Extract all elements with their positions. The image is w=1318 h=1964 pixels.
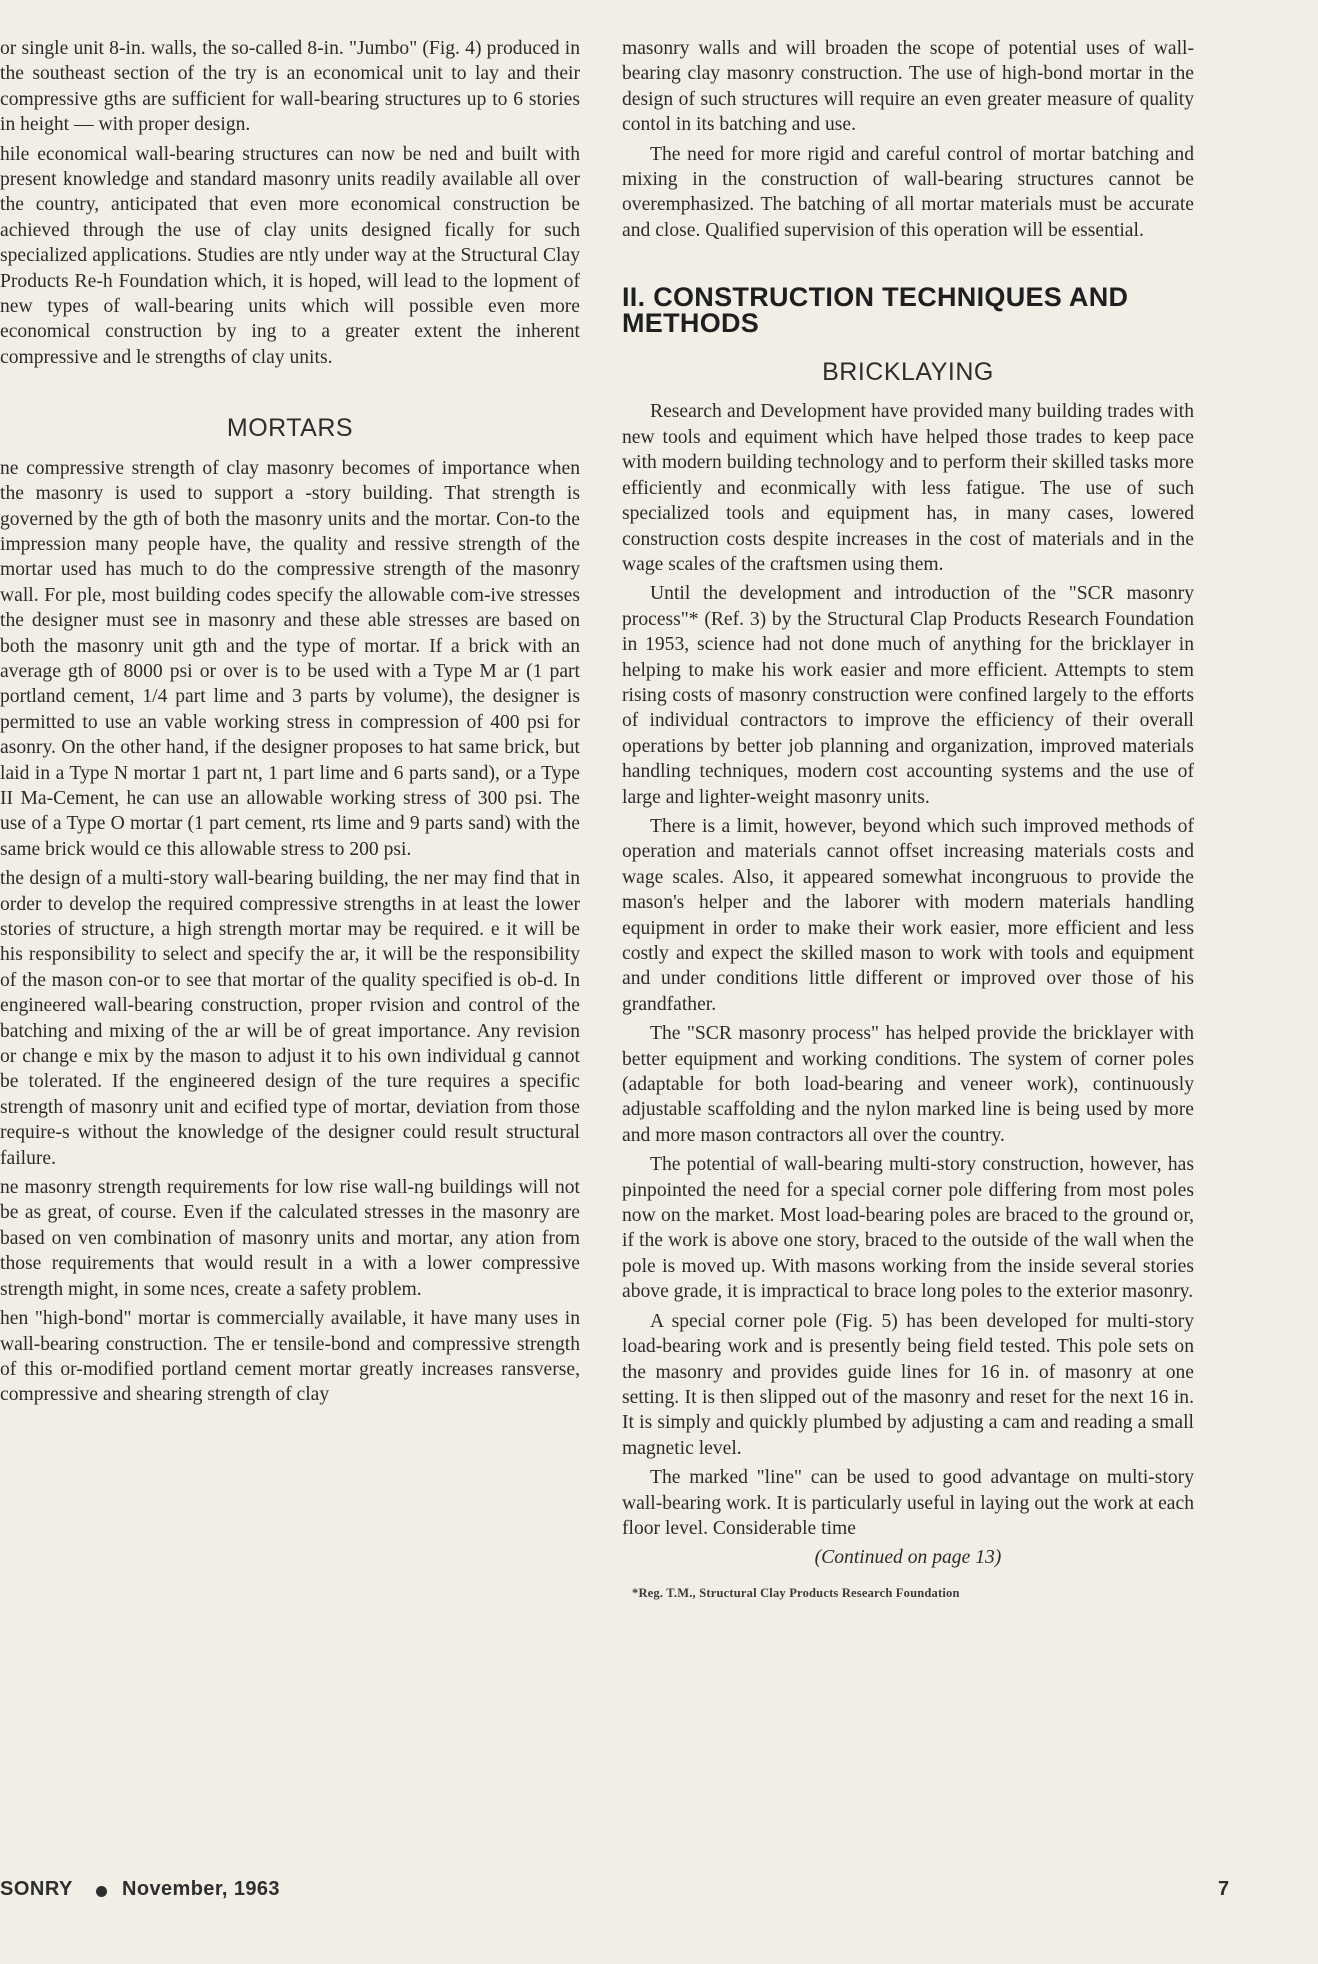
magazine-name: SONRY [0, 1878, 73, 1900]
left-column [0, 0, 580, 1860]
footnote: *Reg. T.M., Structural Clay Products Research Foundation [632, 1585, 960, 1600]
body-paragraph: the design of a multi-story wall-bearing building, the ner may find that in order to develop the required compressive strengths in at least the lower stories of structure, a high strength mortar may be required. e it will be his responsibility to select and specify the ar, it will be the responsibility of the mason con-or to see that mortar of the quality specified is ob-d. In engineered wall-bearing construction, proper rvision and control of the batching and mixing of the ar will be of great importance. Any revision or change e mix by the mason to adjust it to his own individual g cannot be tolerated. If the engineered design of the ture requires a specific strength of masonry unit and ecified type of mortar, deviation from those require-s without the knowledge of the designer could result structural failure. [0, 868, 580, 1169]
body-paragraph: A special corner pole (Fig. 5) has been developed for multi-story load-bearing work and is presently being field tested. This pole sets on the masonry and provides guide lines for 16 in. of masonry at one setting. It is then slipped out of the masonry and reset for the next 16 in. It is simply and quickly plumbed by adjusting a cam and reading a small magnetic level. [622, 1310, 1194, 1459]
issue-date: November, 1963 [122, 1878, 280, 1900]
body-paragraph: or single unit 8-in. walls, the so-called 8-in. "Jumbo" (Fig. 4) produced in the southeast section of the try is an economical unit to lay and their compressive gths are sufficient for wall-bearing structures up to 6 stories in height — with proper design. [0, 38, 580, 136]
body-paragraph: The need for more rigid and careful control of mortar batching and mixing in the construction of wall-bearing structures cannot be overemphasized. The batching of all mortar materials must be accurate and close. Qualified supervision of this operation will be essential. [622, 143, 1194, 241]
right-column [622, 0, 1194, 1860]
body-paragraph: The marked "line" can be used to good advantage on multi-story wall-bearing work. It is particularly useful in laying out the work at each floor level. Considerable time [622, 1467, 1194, 1539]
body-paragraph: There is a limit, however, beyond which such improved methods of operation and materials cannot offset increasing materials costs and wage scales. Also, it appeared somewhat incongruous to provide the mason's helper and the laborer with modern materials handling equipment in order to make their work easier, more efficient and less costly and expect the skilled mason to work with tools and equipment and under conditions little different or improved over those of his grandfather. [622, 815, 1194, 1015]
body-paragraph: hile economical wall-bearing structures can now be ned and built with present knowledge and standard masonry units readily available all over the country, anticipated that even more economical construction be achieved through the use of clay units designed fically for such specialized applications. Studies are ntly under way at the Structural Clay Products Re-h Foundation which, it is hoped, will lead to the lopment of new types of wall-bearing units which will possible even more economical construction by ing to a greater extent the inherent compressive and le strengths of clay units. [0, 143, 580, 368]
body-paragraph: Until the development and introduction of the "SCR masonry process"* (Ref. 3) by the Structural Clap Products Research Foundation in 1953, science had not done much of anything for the bricklayer in helping to make his work easier and more efficient. Attempts to stem rising costs of masonry construction were confined largely to the efforts of individual contractors to improve the efficiency of their overall operations by better job planning and organization, improved materials handling techniques, modern cost accounting systems and the use of large and lighter-weight masonry units. [622, 583, 1194, 808]
section-title: II. CONSTRUCTION TECHNIQUES AND METHODS [622, 282, 1129, 338]
page-number: 7 [1218, 1878, 1230, 1900]
continued-note: (Continued on page 13) [814, 1547, 1002, 1569]
bricklaying-heading: BRICKLAYING [822, 358, 994, 387]
body-paragraph: ne compressive strength of clay masonry becomes of importance when the masonry is used to support a -story building. That strength is governed by the gth of both the masonry units and the mortar. Con-to the impression many people have, the quality and ressive strength of the mortar used has much to do the compressive strength of the masonry wall. For ple, most building codes specify the allowable com-ive stresses the designer must see in masonry and these able stresses are based on both the masonry unit gth and the type of mortar. If a brick with an average gth of 8000 psi or over is to be used with a Type M ar (1 part portland cement, 1/4 part lime and 3 parts by volume), the designer is permitted to use an vable working stress in compression of 400 psi for asonry. On the other hand, if the designer proposes to hat same brick, but laid in a Type N mortar 1 part nt, 1 part lime and 6 parts sand), or a Type II Ma-Cement, he can use an allowable working stress of 300 psi. The use of a Type O mortar (1 part cement, rts lime and 9 parts sand) with the same brick would ce this allowable stress to 200 psi. [0, 457, 580, 860]
body-paragraph: hen "high-bond" mortar is commercially available, it have many uses in wall-bearing construction. The er tensile-bond and compressive strength of this or-modified portland cement mortar greatly increases ransverse, compressive and shearing strength of clay [0, 1308, 580, 1406]
body-paragraph: The potential of wall-bearing multi-story construction, however, has pinpointed the need for a special corner pole differing from most poles now on the market. Most load-bearing poles are braced to the ground or, if the work is above one story, braced to the outside of the wall when the pole is moved up. With masons working from the inside several stories above grade, it is impractical to brace long poles to the exterior masonry. [622, 1154, 1194, 1303]
mortars-heading: MORTARS [226, 414, 354, 443]
body-paragraph: ne masonry strength requirements for low rise wall-ng buildings will not be as great, of course. Even if the calculated stresses in the masonry are based on ven combination of masonry units and mortar, any ation from those requirements that would result in a with a lower compressive strength might, in some nces, create a safety problem. [0, 1177, 580, 1300]
body-paragraph: Research and Development have provided many building trades with new tools and equiment which have helped those trades to keep pace with modern building technology and to perform their skilled tasks more efficiently and econmically with less fatigue. The use of such specialized tools and equipment has, in many cases, lowered construction costs despite increases in the cost of materials and in the wage scales of the craftsmen using them. [622, 401, 1194, 575]
body-paragraph: masonry walls and will broaden the scope of potential uses of wall-bearing clay masonry construction. The use of high-bond mortar in the design of such structures will require an even greater measure of quality contol in its batching and use. [622, 38, 1194, 136]
page-footer [0, 1878, 1240, 1912]
bullet-icon [96, 1886, 107, 1897]
body-paragraph: The "SCR masonry process" has helped provide the bricklayer with better equipment and working conditions. The system of corner poles (adaptable for both load-bearing and veneer work), continuously adjustable scaffolding and the nylon marked line is being used by more and more mason contractors all over the country. [622, 1023, 1194, 1146]
